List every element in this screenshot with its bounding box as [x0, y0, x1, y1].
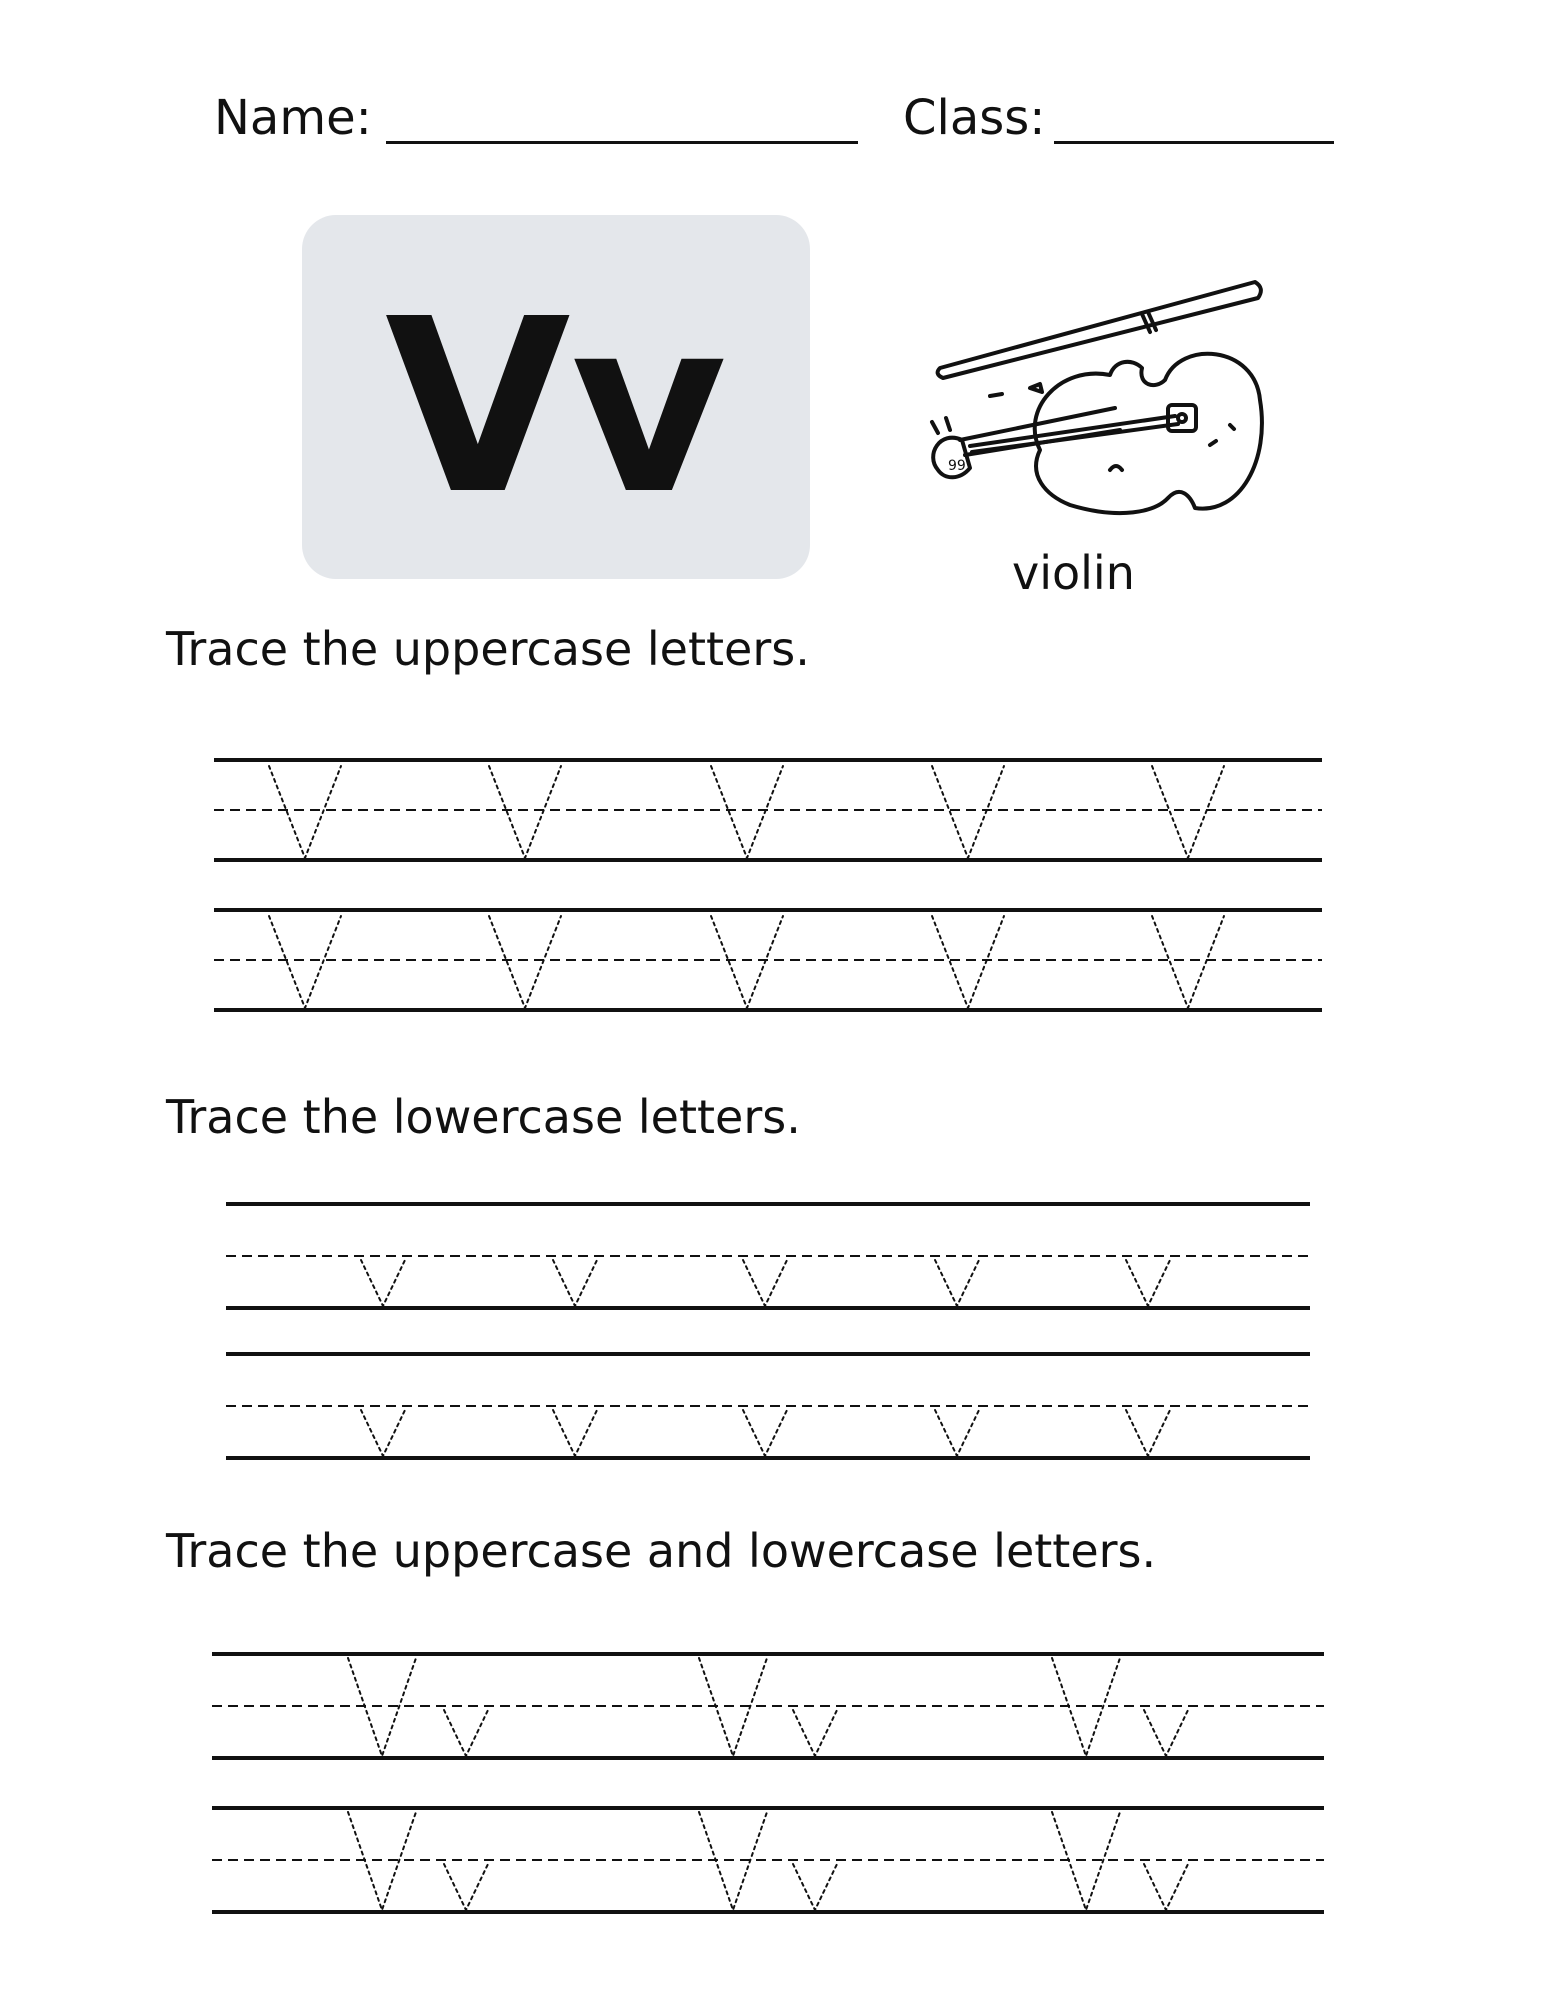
trace-mixed-lower-v-0-2: [1144, 1710, 1188, 1756]
trace-lowercase-v-0-3: [935, 1260, 979, 1306]
trace-lowercase-v-0-0: [361, 1260, 405, 1306]
trace-uppercase-v-0-1: [489, 766, 561, 858]
trace-uppercase-v-0-0: [269, 766, 341, 858]
trace-uppercase-v-0-4: [1152, 766, 1224, 858]
trace-lowercase-v-1-1: [553, 1410, 597, 1456]
trace-mixed-lower-v-1-2: [1144, 1864, 1188, 1910]
trace-lowercase-v-1-3: [935, 1410, 979, 1456]
trace-lowercase-v-1-2: [743, 1410, 787, 1456]
instruction-mixed: Trace the uppercase and lowercase letters.: [166, 1524, 1157, 1578]
svg-text:99: 99: [948, 458, 966, 474]
trace-uppercase-v-0-2: [711, 766, 783, 858]
trace-lowercase-v-0-1: [553, 1260, 597, 1306]
class-label: Class:: [903, 90, 1046, 146]
trace-uppercase-v-0-3: [932, 766, 1004, 858]
trace-uppercase-v-1-1: [489, 916, 561, 1008]
trace-mixed-lower-v-1-0: [444, 1864, 488, 1910]
trace-lowercase-v-1-0: [361, 1410, 405, 1456]
trace-mixed-lower-v-1-1: [793, 1864, 837, 1910]
trace-lowercase-v-0-2: [743, 1260, 787, 1306]
trace-uppercase-v-1-4: [1152, 916, 1224, 1008]
name-label: Name:: [214, 90, 372, 146]
picture-word: violin: [1012, 546, 1135, 600]
trace-lowercase-v-1-4: [1126, 1410, 1170, 1456]
instruction-lowercase: Trace the lowercase letters.: [166, 1090, 801, 1144]
trace-lowercase-v-0-4: [1126, 1260, 1170, 1306]
instruction-uppercase: Trace the uppercase letters.: [166, 622, 810, 676]
trace-mixed-lower-v-0-1: [793, 1710, 837, 1756]
letters-display: Vv: [384, 267, 728, 547]
trace-uppercase-v-1-2: [711, 916, 783, 1008]
trace-mixed-lower-v-0-0: [444, 1710, 488, 1756]
trace-uppercase-v-1-0: [269, 916, 341, 1008]
trace-uppercase-v-1-3: [932, 916, 1004, 1008]
